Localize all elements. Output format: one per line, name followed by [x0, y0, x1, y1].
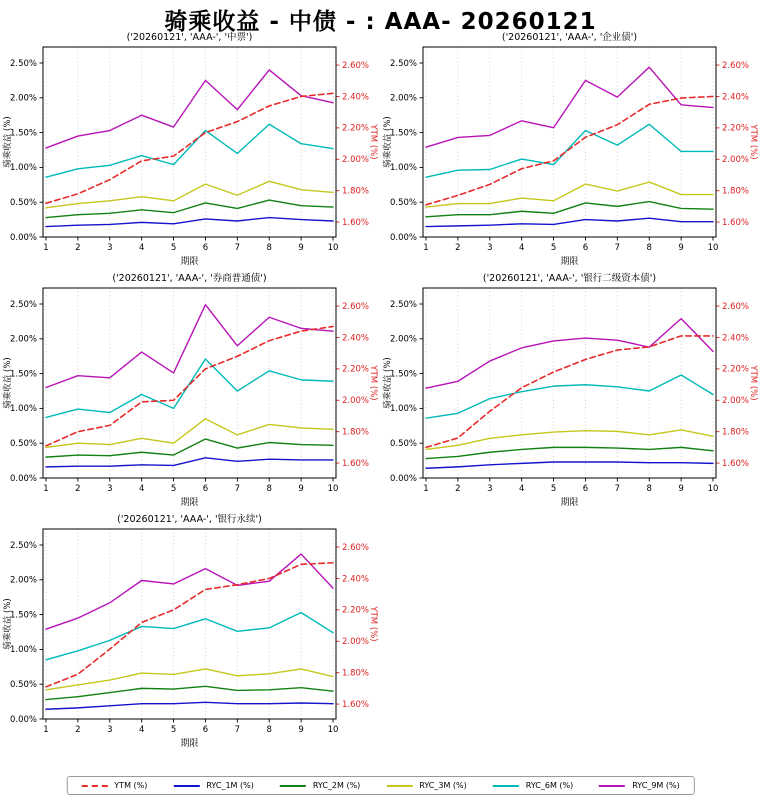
right-tick-label: 1.60%: [342, 699, 370, 710]
right-tick-label: 2.60%: [722, 60, 750, 71]
left-tick-label: 2.00%: [9, 575, 37, 586]
legend-item: [280, 781, 360, 790]
right-axis-label: YTM (%): [368, 124, 378, 160]
subplot-title: ('20260121', 'AAA-', '中票'): [126, 32, 253, 43]
subplot-title: ('20260121', 'AAA-', '企业债'): [501, 32, 638, 43]
left-tick-label: 2.50%: [389, 58, 417, 69]
left-axis-label: 骑乘收益 (%): [383, 357, 393, 409]
x-tick-label: 9: [298, 243, 304, 253]
legend-line-sample: [493, 785, 519, 787]
left-tick-label: 1.00%: [9, 163, 37, 174]
x-tick-label: 10: [327, 725, 339, 735]
right-axis-label: YTM (%): [748, 124, 758, 160]
x-tick-label: 3: [107, 484, 113, 494]
left-tick-label: 0.50%: [9, 198, 37, 209]
x-tick-label: 2: [75, 725, 81, 735]
right-tick-label: 2.20%: [342, 605, 370, 616]
left-tick-label: 0.00%: [389, 232, 417, 243]
left-tick-label: 2.50%: [9, 299, 37, 310]
left-tick-label: 1.00%: [389, 404, 417, 415]
right-tick-label: 1.80%: [342, 427, 370, 438]
series-line-ryc-1m: [426, 218, 713, 226]
x-axis-label: 期限: [560, 257, 579, 267]
right-tick-label: 1.60%: [722, 217, 750, 228]
x-tick-label: 4: [138, 725, 145, 735]
x-tick-label: 8: [266, 243, 272, 253]
right-tick-label: 1.80%: [722, 427, 750, 438]
x-tick-label: 3: [487, 484, 493, 494]
legend-line-sample: [599, 785, 625, 787]
subplot-chart-3: [0, 270, 386, 510]
x-tick-label: 4: [138, 243, 145, 253]
x-tick-label: 9: [298, 484, 304, 494]
series-line-ytm: [46, 563, 333, 687]
right-tick-label: 2.60%: [342, 60, 370, 71]
x-tick-label: 10: [707, 243, 719, 253]
legend-item: [173, 781, 253, 790]
x-tick-label: 10: [327, 243, 339, 253]
left-tick-label: 2.00%: [389, 93, 417, 104]
x-tick-label: 10: [707, 484, 719, 494]
right-tick-label: 1.60%: [722, 458, 750, 469]
left-tick-label: 2.00%: [9, 334, 37, 345]
x-tick-label: 4: [518, 243, 525, 253]
series-line-ryc-3m: [426, 182, 713, 207]
x-tick-label: 1: [423, 484, 429, 494]
right-tick-label: 2.00%: [342, 637, 370, 648]
x-tick-label: 2: [455, 243, 461, 253]
right-axis-label: YTM (%): [368, 606, 378, 642]
x-tick-label: 5: [170, 243, 177, 253]
x-tick-label: 1: [43, 484, 49, 494]
legend: [66, 776, 694, 795]
left-tick-label: 1.50%: [9, 369, 37, 380]
left-tick-label: 1.00%: [9, 404, 37, 415]
left-axis-label: 骑乘收益 (%): [3, 116, 13, 168]
series-line-ytm: [426, 96, 713, 204]
series-line-ryc-3m: [46, 419, 333, 448]
figure-title: 骑乘收益 - 中债 - : AAA- 20260121: [164, 9, 597, 35]
plot-frame: [423, 288, 716, 478]
x-tick-label: 8: [646, 243, 652, 253]
x-tick-label: 6: [202, 725, 209, 735]
x-axis-label: 期限: [560, 498, 579, 508]
x-axis-label: 期限: [180, 739, 199, 749]
subplot-title: ('20260121', 'AAA-', '银行二级资本债'): [482, 273, 657, 284]
series-line-ryc-9m: [46, 305, 333, 388]
right-tick-label: 2.40%: [722, 92, 750, 103]
right-tick-label: 2.40%: [342, 92, 370, 103]
left-axis-label: 骑乘收益 (%): [383, 116, 393, 168]
right-tick-label: 2.20%: [342, 123, 370, 134]
left-tick-label: 1.00%: [389, 163, 417, 174]
right-tick-label: 2.20%: [342, 364, 370, 375]
x-axis-label: 期限: [180, 498, 199, 508]
left-tick-label: 0.00%: [9, 473, 37, 484]
x-tick-label: 10: [327, 484, 339, 494]
series-line-ryc-2m: [46, 439, 333, 457]
x-tick-label: 7: [234, 484, 241, 494]
x-tick-label: 8: [646, 484, 652, 494]
subplot-title: ('20260121', 'AAA-', '银行永续'): [117, 514, 262, 525]
right-tick-label: 2.60%: [342, 301, 370, 312]
left-tick-label: 1.50%: [389, 369, 417, 380]
left-tick-label: 0.50%: [389, 198, 417, 209]
x-tick-label: 2: [75, 243, 81, 253]
left-tick-label: 0.50%: [389, 439, 417, 450]
x-tick-label: 6: [202, 484, 209, 494]
legend-item: [599, 781, 679, 790]
series-line-ryc-1m: [426, 462, 713, 468]
series-line-ryc-9m: [426, 67, 713, 147]
left-tick-label: 0.00%: [9, 232, 37, 243]
right-tick-label: 1.60%: [342, 458, 370, 469]
right-tick-label: 1.60%: [342, 217, 370, 228]
subplot-title: ('20260121', 'AAA-', '券商普通债'): [112, 273, 267, 284]
left-tick-label: 1.50%: [9, 610, 37, 621]
x-tick-label: 3: [107, 725, 113, 735]
x-tick-label: 5: [170, 484, 177, 494]
subplot-chart-1: [0, 29, 386, 269]
legend-label: RYC_3M (%): [419, 781, 467, 790]
right-tick-label: 2.40%: [342, 574, 370, 585]
series-line-ryc-2m: [426, 447, 713, 458]
x-tick-label: 3: [107, 243, 113, 253]
series-line-ryc-3m: [46, 669, 333, 690]
legend-label: RYC_1M (%): [206, 781, 254, 790]
right-tick-label: 2.20%: [722, 364, 750, 375]
left-tick-label: 2.00%: [9, 93, 37, 104]
x-tick-label: 1: [43, 243, 49, 253]
x-tick-label: 2: [455, 484, 461, 494]
right-tick-label: 1.80%: [722, 186, 750, 197]
series-line-ryc-3m: [426, 430, 713, 449]
legend-label: RYC_2M (%): [312, 781, 361, 790]
right-tick-label: 2.20%: [722, 123, 750, 134]
series-line-ryc-1m: [46, 218, 333, 227]
x-tick-label: 6: [582, 484, 589, 494]
right-tick-label: 2.40%: [342, 333, 370, 344]
series-line-ytm: [46, 326, 333, 445]
x-tick-label: 2: [75, 484, 81, 494]
right-axis-label: YTM (%): [368, 365, 378, 401]
left-tick-label: 2.50%: [389, 299, 417, 310]
x-tick-label: 7: [614, 243, 621, 253]
right-tick-label: 1.80%: [342, 186, 370, 197]
x-tick-label: 4: [518, 484, 525, 494]
series-line-ryc-1m: [46, 702, 333, 709]
x-tick-label: 4: [138, 484, 145, 494]
left-tick-label: 2.50%: [9, 58, 37, 69]
series-line-ryc-6m: [46, 124, 333, 177]
series-line-ryc-6m: [426, 375, 713, 418]
left-tick-label: 2.50%: [9, 540, 37, 551]
series-line-ryc-6m: [46, 359, 333, 417]
legend-line-sample: [81, 785, 107, 787]
subplot-chart-5: [0, 511, 386, 751]
x-tick-label: 5: [170, 725, 177, 735]
right-tick-label: 2.00%: [342, 396, 370, 407]
x-tick-label: 9: [678, 243, 684, 253]
series-line-ryc-6m: [426, 124, 713, 177]
right-tick-label: 2.00%: [342, 155, 370, 166]
x-tick-label: 9: [298, 725, 304, 735]
legend-line-sample: [173, 785, 199, 787]
legend-label: RYC_9M (%): [632, 781, 680, 790]
right-tick-label: 2.00%: [722, 155, 750, 166]
x-tick-label: 1: [43, 725, 49, 735]
left-tick-label: 2.00%: [389, 334, 417, 345]
left-tick-label: 1.50%: [389, 128, 417, 139]
legend-item: [81, 781, 147, 790]
right-tick-label: 1.80%: [342, 668, 370, 679]
subplot-chart-2: [380, 29, 761, 269]
x-tick-label: 6: [582, 243, 589, 253]
series-line-ryc-2m: [46, 686, 333, 699]
x-tick-label: 8: [266, 484, 272, 494]
legend-item: [493, 781, 573, 790]
series-line-ryc-9m: [426, 319, 713, 389]
x-tick-label: 8: [266, 725, 272, 735]
x-tick-label: 5: [550, 484, 557, 494]
x-axis-label: 期限: [180, 257, 199, 267]
x-tick-label: 5: [550, 243, 557, 253]
left-tick-label: 1.00%: [9, 645, 37, 656]
legend-line-sample: [280, 785, 306, 787]
legend-label: YTM (%): [114, 781, 148, 790]
x-tick-label: 1: [423, 243, 429, 253]
right-tick-label: 2.40%: [722, 333, 750, 344]
left-tick-label: 0.50%: [9, 439, 37, 450]
left-tick-label: 0.00%: [9, 714, 37, 725]
x-tick-label: 6: [202, 243, 209, 253]
series-line-ryc-1m: [46, 458, 333, 467]
series-line-ytm: [426, 336, 713, 447]
left-tick-label: 0.50%: [9, 680, 37, 691]
right-axis-label: YTM (%): [748, 365, 758, 401]
right-tick-label: 2.60%: [722, 301, 750, 312]
series-line-ryc-6m: [46, 613, 333, 660]
x-tick-label: 7: [234, 243, 241, 253]
x-tick-label: 9: [678, 484, 684, 494]
x-tick-label: 3: [487, 243, 493, 253]
legend-line-sample: [386, 785, 412, 787]
x-tick-label: 7: [614, 484, 621, 494]
legend-label: RYC_6M (%): [525, 781, 574, 790]
left-tick-label: 0.00%: [389, 473, 417, 484]
x-tick-label: 7: [234, 725, 241, 735]
left-axis-label: 骑乘收益 (%): [3, 598, 13, 650]
left-tick-label: 1.50%: [9, 128, 37, 139]
right-tick-label: 2.00%: [722, 396, 750, 407]
left-axis-label: 骑乘收益 (%): [3, 357, 13, 409]
right-tick-label: 2.60%: [342, 542, 370, 553]
legend-item: [386, 781, 466, 790]
subplot-chart-4: [380, 270, 761, 510]
